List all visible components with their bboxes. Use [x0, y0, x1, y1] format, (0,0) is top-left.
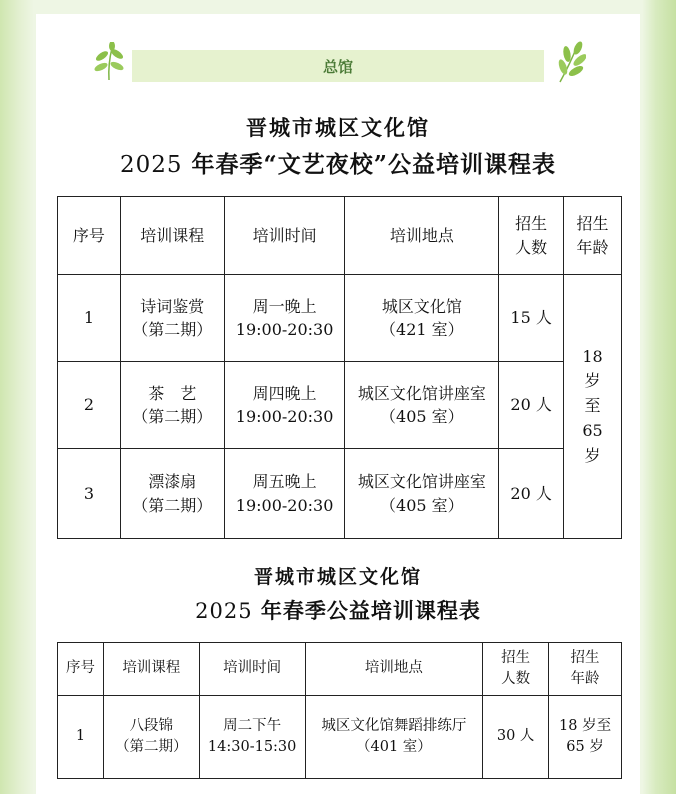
header-age-line1: 招生 [570, 649, 600, 666]
cell-course [120, 275, 224, 362]
place-room: （421 室） [380, 320, 464, 339]
age-range-end: 65 岁 [566, 739, 604, 755]
course-name: 茶 艺 [148, 383, 197, 403]
place-room: （401 室） [356, 739, 432, 755]
header-place: 培训地点 [305, 643, 483, 696]
table-row [58, 449, 622, 539]
section2-subtitle-text: 年春季公益培训课程表 [252, 598, 481, 623]
cell-quota: 20 人 [499, 449, 564, 539]
course-period: （第二期） [115, 739, 188, 755]
course-name: 诗词鉴赏 [140, 296, 205, 316]
age-range: 18 岁至 [559, 717, 612, 734]
schedule-table-2 [57, 642, 622, 779]
age-part: 至 [584, 396, 601, 416]
cell-time [224, 275, 345, 362]
cell-course [103, 696, 199, 779]
header-no: 序号 [58, 643, 104, 696]
cell-course [120, 362, 224, 449]
cell-course [120, 449, 224, 539]
age-part: 岁 [584, 371, 601, 391]
cell-no: 2 [58, 362, 121, 449]
cell-place [345, 449, 499, 539]
course-period: （第二期） [132, 495, 213, 515]
cell-quota: 15 人 [499, 275, 564, 362]
header-quota-line2: 人数 [515, 237, 548, 257]
table-header-row [58, 197, 622, 275]
table-header-row [58, 643, 622, 696]
time-hours: 19:00-20:30 [235, 320, 334, 339]
course-name: 漂漆扇 [148, 472, 197, 492]
branch-banner: 总馆 [132, 50, 544, 82]
header-no: 序号 [58, 197, 121, 275]
cell-place [345, 362, 499, 449]
header-quota-line1: 招生 [515, 214, 548, 234]
leaf-sprig-icon [92, 42, 126, 82]
age-part: 65 [582, 420, 603, 440]
section1-subtitle-text: 年春季“文艺夜校”公益培训课程表 [182, 151, 556, 178]
age-part: 18 [582, 346, 603, 366]
header-quota-line2: 人数 [501, 671, 531, 687]
leaf-sprig-icon [552, 40, 586, 84]
cell-place [345, 275, 499, 362]
cell-age [549, 696, 622, 779]
cell-no: 3 [58, 449, 121, 539]
header-age-line1: 招生 [576, 214, 609, 234]
place-room: （405 室） [380, 407, 464, 426]
section1-title: 晋城市城区文化馆 [246, 115, 430, 140]
header-age [549, 643, 622, 696]
section2-title: 晋城市城区文化馆 [253, 566, 422, 588]
cell-no: 1 [58, 696, 104, 779]
cell-time [224, 449, 345, 539]
cell-quota: 30 人 [483, 696, 549, 779]
course-period: （第二期） [132, 407, 213, 426]
place-name: 城区文化馆讲座室 [357, 383, 486, 403]
header-quota-line1: 招生 [501, 649, 531, 666]
header-time: 培训时间 [199, 643, 305, 696]
header-age [564, 197, 622, 275]
course-period: （第二期） [132, 320, 213, 339]
table-row [58, 696, 622, 779]
time-hours: 14:30-15:30 [207, 739, 297, 755]
header-age-line2: 年龄 [576, 237, 609, 257]
cell-place [305, 696, 483, 779]
time-hours: 19:00-20:30 [235, 407, 334, 426]
table-row [58, 275, 622, 362]
cell-time [224, 362, 345, 449]
table-row [58, 362, 622, 449]
place-name: 城区文化馆舞蹈排练厅 [321, 717, 467, 734]
time-day: 周四晚上 [252, 383, 317, 403]
cell-quota: 20 人 [499, 362, 564, 449]
section2-subtitle [0, 595, 676, 625]
section1-subtitle-year: 2025 [119, 152, 183, 178]
section2-subtitle-year: 2025 [195, 599, 253, 623]
course-name: 八段锦 [129, 717, 174, 734]
place-room: （405 室） [380, 495, 464, 515]
cell-time [199, 696, 305, 779]
header-course: 培训课程 [120, 197, 224, 275]
header-quota [483, 643, 549, 696]
time-day: 周五晚上 [252, 472, 317, 492]
cell-age [564, 275, 622, 539]
time-day: 周一晚上 [252, 296, 317, 316]
time-day: 周二下午 [223, 717, 282, 734]
place-name: 城区文化馆讲座室 [357, 472, 486, 492]
section1-subtitle [0, 146, 676, 179]
header-time: 培训时间 [224, 197, 345, 275]
header-place: 培训地点 [345, 197, 499, 275]
place-name: 城区文化馆 [381, 296, 462, 316]
cell-no: 1 [58, 275, 121, 362]
age-part: 岁 [584, 445, 601, 465]
schedule-table-1 [57, 196, 622, 539]
time-hours: 19:00-20:30 [235, 495, 334, 515]
header-course: 培训课程 [103, 643, 199, 696]
header-quota [499, 197, 564, 275]
header-age-line2: 年龄 [570, 671, 600, 687]
